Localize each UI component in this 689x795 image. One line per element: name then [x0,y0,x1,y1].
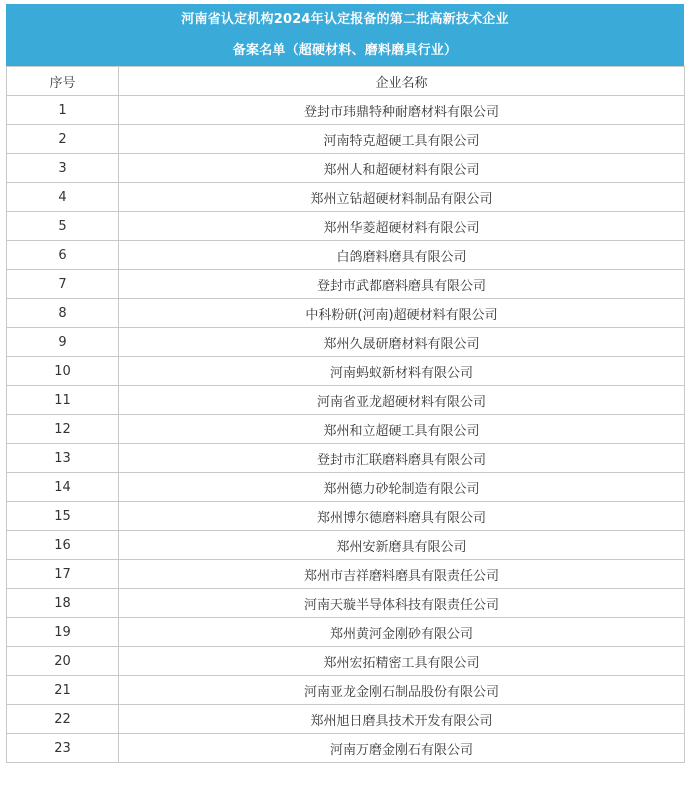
company-name-cell: 郑州安新磨具有限公司 [119,531,685,560]
row-index-cell: 6 [7,241,119,270]
row-index-cell: 16 [7,531,119,560]
table-row [7,415,685,444]
row-index-cell: 22 [7,705,119,734]
table-row [7,270,685,299]
company-name-cell: 郑州宏拓精密工具有限公司 [119,647,685,676]
row-index-cell: 2 [7,125,119,154]
company-name-cell: 河南蚂蚁新材料有限公司 [119,357,685,386]
table-row [7,183,685,212]
row-index-cell: 14 [7,473,119,502]
table-row [7,241,685,270]
column-header-index: 序号 [7,67,119,96]
row-index-cell: 11 [7,386,119,415]
company-name-cell: 郑州和立超硬工具有限公司 [119,415,685,444]
company-name-cell: 登封市汇联磨料磨具有限公司 [119,444,685,473]
company-name-cell: 郑州市吉祥磨料磨具有限责任公司 [119,560,685,589]
company-name-cell: 郑州华菱超硬材料有限公司 [119,212,685,241]
company-name-cell: 郑州德力砂轮制造有限公司 [119,473,685,502]
row-index-cell: 10 [7,357,119,386]
table-row [7,357,685,386]
company-name-cell: 郑州人和超硬材料有限公司 [119,154,685,183]
company-name-cell: 河南万磨金刚石有限公司 [119,734,685,763]
company-name-cell: 河南亚龙金刚石制品股份有限公司 [119,676,685,705]
company-name-cell: 河南天璇半导体科技有限责任公司 [119,589,685,618]
row-index-cell: 20 [7,647,119,676]
enterprise-table [6,66,685,763]
row-index-cell: 21 [7,676,119,705]
table-title [6,4,684,66]
table-row [7,589,685,618]
row-index-cell: 19 [7,618,119,647]
row-index-cell: 1 [7,96,119,125]
row-index-cell: 9 [7,328,119,357]
table-row [7,299,685,328]
table-row [7,531,685,560]
row-index-cell: 3 [7,154,119,183]
company-name-cell: 河南特克超硬工具有限公司 [119,125,685,154]
company-name-cell: 河南省亚龙超硬材料有限公司 [119,386,685,415]
row-index-cell: 7 [7,270,119,299]
row-index-cell: 18 [7,589,119,618]
table-row [7,96,685,125]
table-body [7,96,685,763]
company-name-cell: 白鸽磨料磨具有限公司 [119,241,685,270]
table-title-line2: 备案名单（超硬材料、磨料磨具行业） [232,43,458,58]
table-header-row [7,67,685,96]
column-header-company: 企业名称 [119,67,685,96]
company-name-cell: 郑州立钻超硬材料制品有限公司 [119,183,685,212]
row-index-cell: 13 [7,444,119,473]
company-name-cell: 郑州博尔德磨料磨具有限公司 [119,502,685,531]
row-index-cell: 5 [7,212,119,241]
table-row [7,734,685,763]
table-row [7,473,685,502]
row-index-cell: 23 [7,734,119,763]
row-index-cell: 17 [7,560,119,589]
table-row [7,125,685,154]
table-row [7,212,685,241]
table-row [7,676,685,705]
company-name-cell: 郑州久晟研磨材料有限公司 [119,328,685,357]
table-row [7,618,685,647]
table-row [7,705,685,734]
table-row [7,502,685,531]
row-index-cell: 12 [7,415,119,444]
row-index-cell: 15 [7,502,119,531]
table-row [7,328,685,357]
table-row [7,560,685,589]
table-row [7,154,685,183]
company-name-cell: 登封市武都磨料磨具有限公司 [119,270,685,299]
company-name-cell: 郑州黄河金刚砂有限公司 [119,618,685,647]
company-name-cell: 登封市玮鼎特种耐磨材料有限公司 [119,96,685,125]
enterprise-list-table-container [6,4,684,763]
row-index-cell: 8 [7,299,119,328]
row-index-cell: 4 [7,183,119,212]
company-name-cell: 中科粉研(河南)超硬材料有限公司 [119,299,685,328]
table-row [7,444,685,473]
company-name-cell: 郑州旭日磨具技术开发有限公司 [119,705,685,734]
table-row [7,386,685,415]
table-title-line1: 河南省认定机构2024年认定报备的第二批高新技术企业 [181,12,509,27]
table-row [7,647,685,676]
